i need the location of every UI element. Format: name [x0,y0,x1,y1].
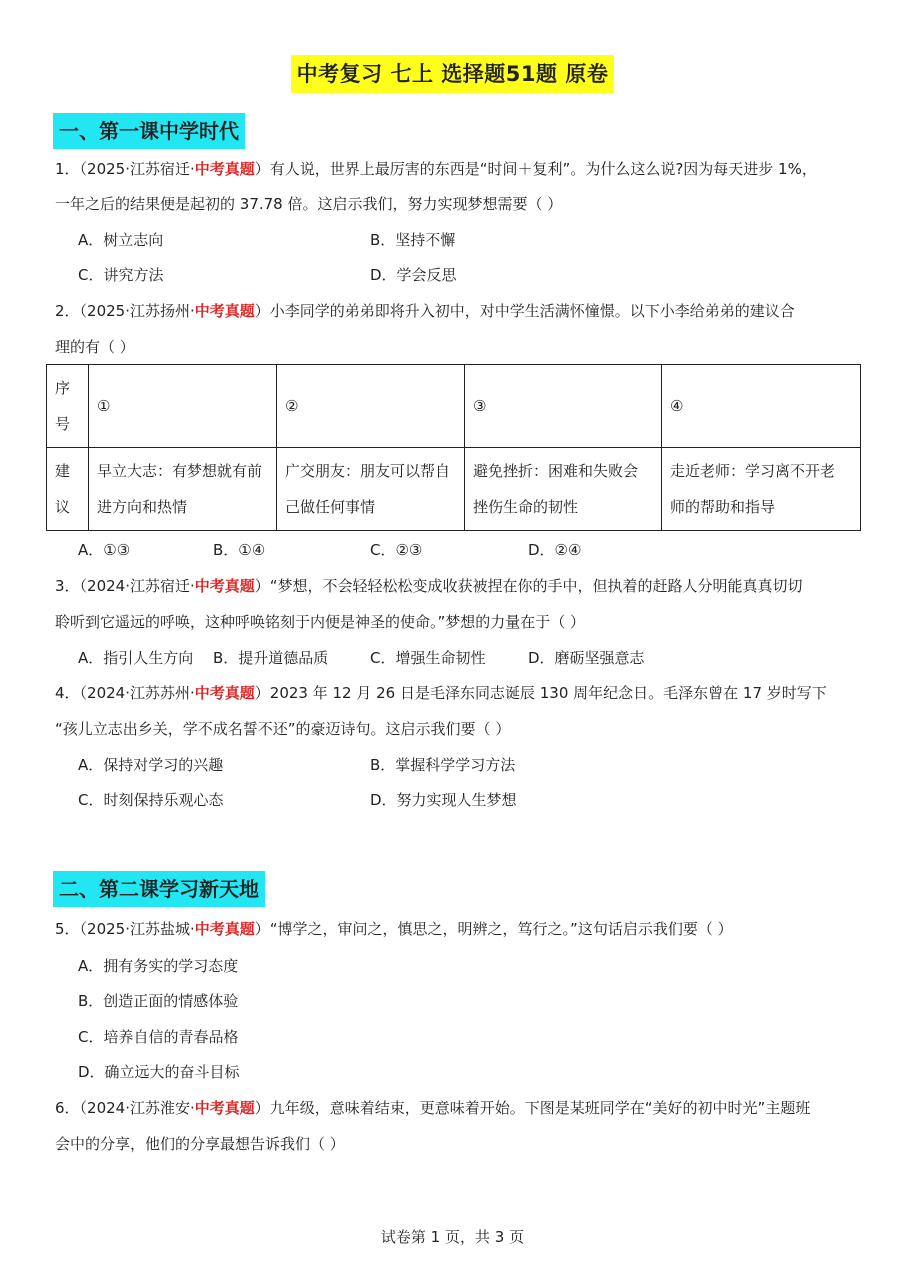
suggestion-table [46,364,861,531]
q5-option-d[interactable]: D．确立远大的奋斗目标 [78,1063,240,1081]
q4-line-2: “孩儿立志出乡关，学不成名誓不还”的豪迈诗句。这启示我们要（ ） [55,720,511,738]
title-wrap [0,55,905,93]
q4-option-c[interactable]: C．时刻保持乐观心态 [78,791,224,809]
table-cell: 走近老师：学习离不开老 师的帮助和指导 [662,448,861,531]
q4-option-b[interactable]: B．掌握科学学习方法 [370,756,516,774]
q4-option-a[interactable]: A．保持对学习的兴趣 [78,756,224,774]
q1-option-a[interactable]: A．树立志向 [78,231,164,249]
table-row [47,448,861,531]
exam-tag: 中考真题 [194,302,255,320]
q1-line-1: 1．（2025·江苏宿迁·中考真题）有人说，世界上最厉害的东西是“时间＋复利”。为什么这么说?因为每天进步 1%， [55,160,817,178]
section-heading-2: 二、第二课学习新天地 [53,871,265,907]
q4-line-1: 4．（2024·江苏苏州·中考真题）2023 年 12 月 26 日是毛泽东同志诞辰 130 周年纪念日。毛泽东曾在 17 岁时写下 [55,684,827,702]
q3-line-1: 3．（2024·江苏宿迁·中考真题）“梦想，不会轻轻松松变成收获被捏在你的手中，但执着的赶路人分明能真真切切 [55,577,803,595]
table-cell: 避免挫折：困难和失败会 挫伤生命的韧性 [465,448,662,531]
table-row [47,365,861,448]
q3-option-a[interactable]: A．指引人生方向 [78,649,194,667]
table-cell: ③ [465,365,662,448]
section-heading-1: 一、第一课中学时代 [53,113,245,149]
page-footer: 试卷第 1 页，共 3 页 [380,1228,525,1246]
q6-line-2: 会中的分享，他们的分享最想告诉我们（ ） [55,1135,345,1153]
q2-option-a[interactable]: A．①③ [78,541,131,559]
q3-option-b[interactable]: B．提升道德品质 [213,649,329,667]
q3-line-2: 聆听到它遥远的呼唤，这种呼唤铭刻于内便是神圣的使命。”梦想的力量在于（ ） [55,613,586,631]
q2-option-d[interactable]: D．②④ [528,541,582,559]
exam-tag: 中考真题 [194,920,255,938]
doc-title: 中考复习 七上 选择题51题 原卷 [291,55,615,93]
q2-line-2: 理的有（ ） [55,338,135,356]
q2-option-c[interactable]: C．②③ [370,541,423,559]
table-cell: 建 议 [47,448,89,531]
q5-option-c[interactable]: C．培养自信的青春品格 [78,1028,239,1046]
q3-option-d[interactable]: D．磨砺坚强意志 [528,649,645,667]
q5-option-a[interactable]: A．拥有务实的学习态度 [78,957,239,975]
q4-option-d[interactable]: D．努力实现人生梦想 [370,791,517,809]
q1-option-c[interactable]: C．讲究方法 [78,266,164,284]
exam-tag: 中考真题 [194,684,255,702]
q3-option-c[interactable]: C．增强生命韧性 [370,649,486,667]
table-cell: 广交朋友：朋友可以帮自 己做任何事情 [277,448,465,531]
q2-line-1: 2．（2025·江苏扬州·中考真题）小李同学的弟弟即将升入初中，对中学生活满怀憧憬。以下小李给弟弟的建议合 [55,302,795,320]
q1-option-b[interactable]: B．坚持不懈 [370,231,456,249]
table-cell: ① [89,365,277,448]
q6-line-1: 6．（2024·江苏淮安·中考真题）九年级，意味着结束，更意味着开始。下图是某班同学在“美好的初中时光”主题班 [55,1099,811,1117]
table-cell: 序 号 [47,365,89,448]
exam-tag: 中考真题 [194,1099,255,1117]
exam-tag: 中考真题 [194,160,255,178]
q1-option-d[interactable]: D．学会反思 [370,266,457,284]
table-cell: ② [277,365,465,448]
exam-tag: 中考真题 [194,577,255,595]
q1-line-2: 一年之后的结果便是起初的 37.78 倍。这启示我们，努力实现梦想需要（ ） [55,195,563,213]
q5-option-b[interactable]: B．创造正面的情感体验 [78,992,239,1010]
table-cell: 早立大志：有梦想就有前 进方向和热情 [89,448,277,531]
q5-line-1: 5．（2025·江苏盐城·中考真题）“博学之，审问之，慎思之，明辨之，笃行之。”这句话启示我们要（ ） [55,920,733,938]
q2-option-b[interactable]: B．①④ [213,541,266,559]
table-cell: ④ [662,365,861,448]
